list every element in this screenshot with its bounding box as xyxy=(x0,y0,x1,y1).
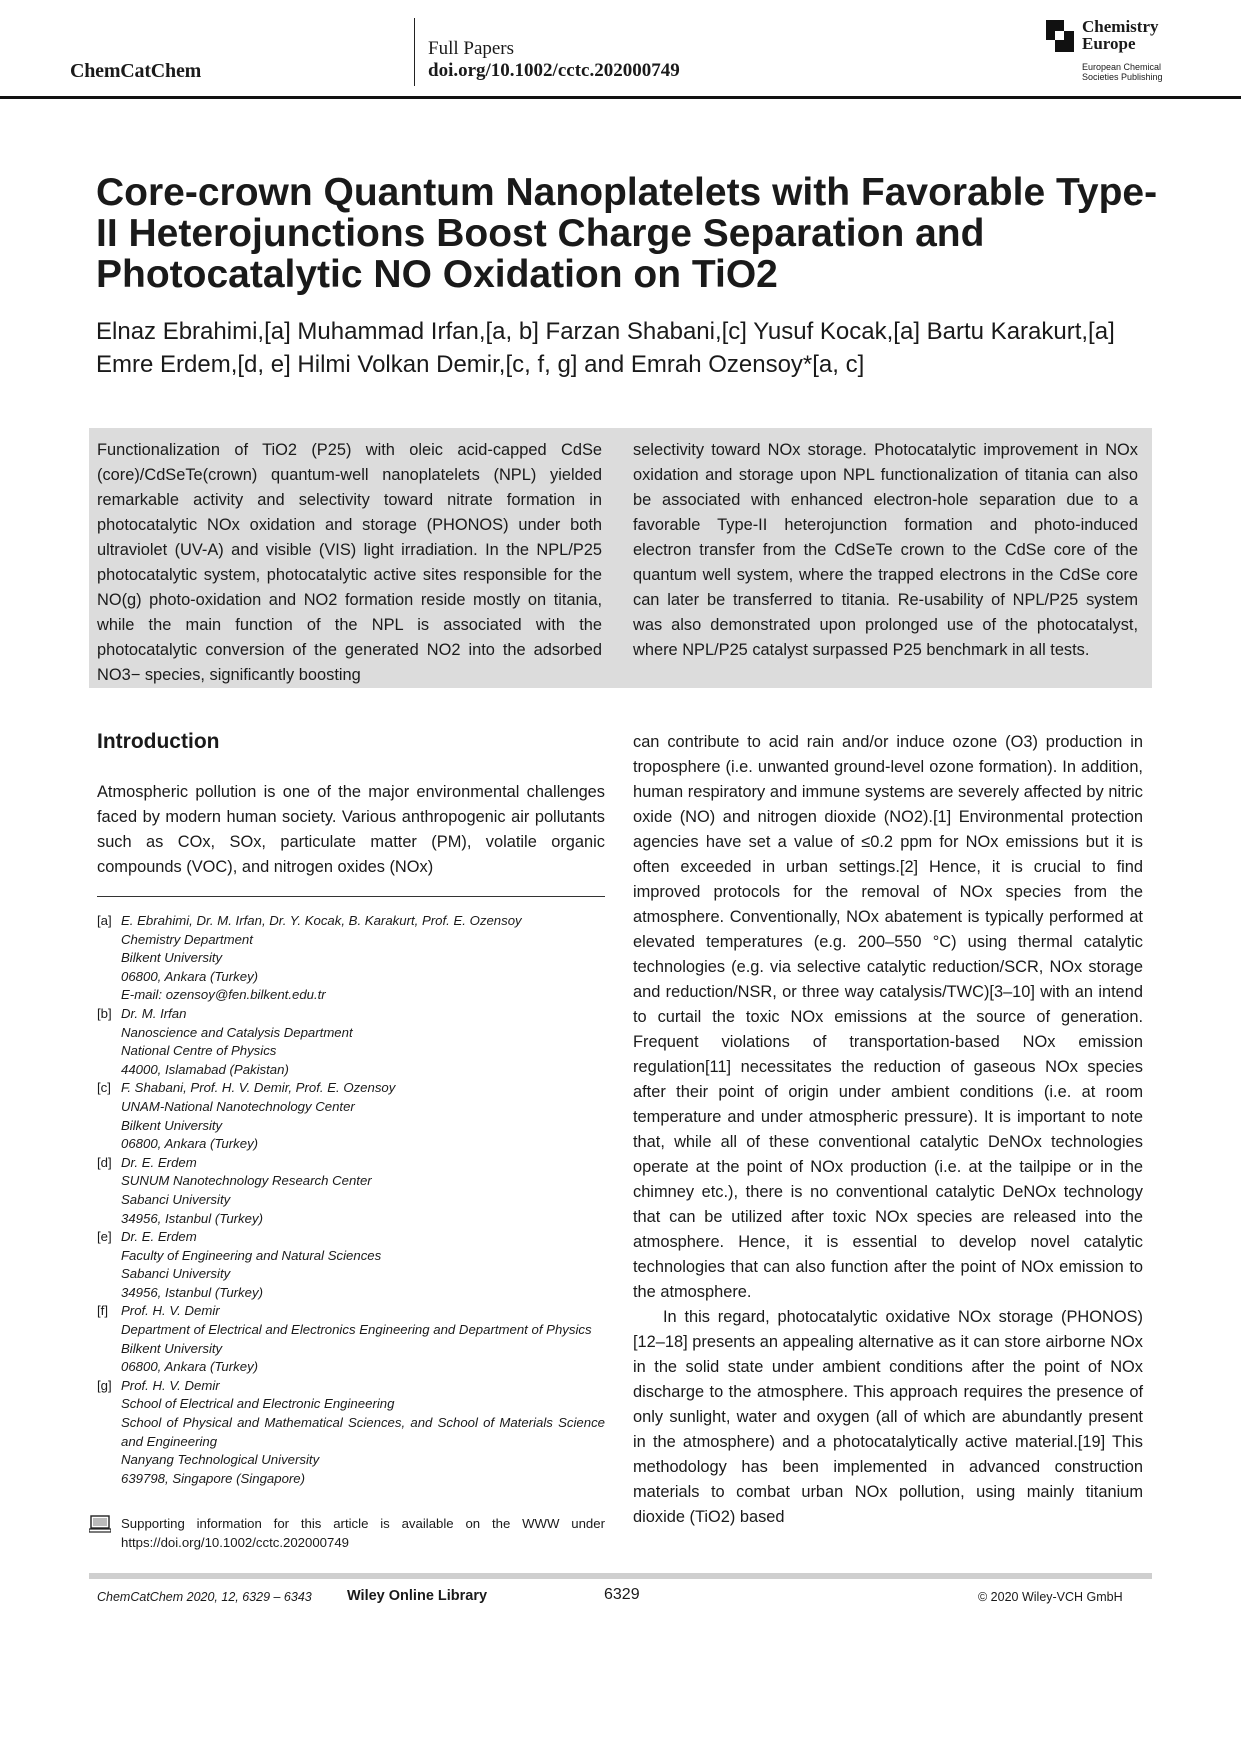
affiliation-c xyxy=(97,1079,605,1153)
affiliation-line: 06800, Ankara (Turkey) xyxy=(121,1359,259,1375)
affiliation-line: F. Shabani, Prof. H. V. Demir, Prof. E. Ozensoy xyxy=(121,1080,396,1096)
affiliation-tag: [c] xyxy=(97,1080,111,1096)
intro-right-column xyxy=(633,730,1143,1530)
section-label: Full Papers xyxy=(428,38,515,59)
affiliation-line: Bilkent University xyxy=(121,950,223,966)
affiliation-line: UNAM-National Nanotechnology Center xyxy=(121,1098,355,1114)
affiliation-line: School of Electrical and Electronic Engineering xyxy=(121,1396,395,1412)
page-number: 6329 xyxy=(604,1586,640,1603)
supporting-info-text[interactable]: Supporting information for this article is available on the WWW under https://doi.org/10.1002/cctc.202000749 xyxy=(121,1516,605,1550)
affiliation-line: 639798, Singapore (Singapore) xyxy=(121,1470,306,1486)
footer-citation: ChemCatChem 2020, 12, 6329 – 6343 xyxy=(97,1590,312,1604)
affiliation-line: 06800, Ankara (Turkey) xyxy=(121,968,259,984)
affiliation-line: National Centre of Physics xyxy=(121,1043,277,1059)
affiliation-line: Bilkent University xyxy=(121,1117,223,1133)
doi-link[interactable]: doi.org/10.1002/cctc.202000749 xyxy=(428,60,680,81)
affiliation-line: Chemistry Department xyxy=(121,931,253,947)
affiliation-line: SUNUM Nanotechnology Research Center xyxy=(121,1173,372,1189)
affiliation-line: Nanyang Technological University xyxy=(121,1452,320,1468)
intro-left-paragraph: Atmospheric pollution is one of the major environmental challenges faced by modern human society. Various anthropogenic air pollutants such as COx, SOx, particulate matter (PM), volatile organic compounds (VOC), and nitrogen oxides (NOx) xyxy=(97,783,605,876)
journal-name: ChemCatChem xyxy=(70,60,202,82)
affiliation-tag: [d] xyxy=(97,1154,112,1170)
publisher-subtitle-line1: European Chemical xyxy=(1082,62,1162,72)
footer-copyright: © 2020 Wiley-VCH GmbH xyxy=(978,1590,1123,1604)
affiliation-line: 34956, Istanbul (Turkey) xyxy=(121,1284,263,1300)
affiliation-line: Dr. M. Irfan xyxy=(121,1005,187,1021)
publisher-name-line2: Europe xyxy=(1082,34,1136,53)
affiliation-line: Department of Electrical and Electronics Engineering and Department of Physics xyxy=(121,1322,592,1338)
footer-rule xyxy=(89,1573,1152,1579)
author-list: Elnaz Ebrahimi,[a] Muhammad Irfan,[a, b] Farzan Shabani,[c] Yusuf Kocak,[a] Bartu Karakurt,[a] Emre Erdem,[d, e] Hilmi Volkan Demir,[c, f, g] and Emrah Ozensoy*[a, c] xyxy=(96,318,1115,378)
affiliation-line: 44000, Islamabad (Pakistan) xyxy=(121,1061,289,1077)
affiliation-a xyxy=(97,912,605,1005)
affiliation-f xyxy=(97,1302,605,1376)
affiliation-line: Dr. E. Erdem xyxy=(121,1154,197,1170)
intro-right-paragraph-1: can contribute to acid rain and/or induce ozone (O3) production in troposphere (i.e. unwanted ground-level ozone formation). In addition, human respiratory and immune systems are severely affected by nitric oxide (NO) and nitrogen dioxide (NO2).[1] Environmental protection agencies have set a value of ≤0.2 ppm for NOx emissions but it is often exceeded in urban settings.[2] Hence, it is crucial to find improved protocols for the removal of NOx species from the atmosphere. Conventionally, NOx abatement is typically performed at elevated temperatures (e.g. 200–550 °C) using thermal catalytic technologies (e.g. via selective catalytic reduction/SCR, NOx storage and reduction/NSR, or three way catalysis/TWC)[3–10] with an intend to curtail the toxic NOx emissions at the source of generation. Frequent violations of transportation-based NOx emission regulation[11] necessitates the reduction of gaseous NOx species after their point of origin under ambient conditions (i.e. at room temperature and under atmospheric pressure). It is important to note that, while all of these conventional catalytic DeNOx technologies operate at the point of NOx production (i.e. at the tailpipe or in the chimney etc.), there is no conventional catalytic DeNOx technology that can be utilized after toxic NOx species are released into the atmosphere. Hence, it is essential to develop novel catalytic technologies that can also function after the point of NOx emission to the atmosphere. xyxy=(633,733,1143,1301)
affiliation-tag: [e] xyxy=(97,1229,112,1245)
abstract-right-column: selectivity toward NOx storage. Photocatalytic improvement in NOx oxidation and storage upon NPL functionalization of titania can also be associated with enhanced electron-hole separation due to a favorable Type-II heterojunction formation and photo-induced electron transfer from the CdSeTe crown to the CdSe core of the quantum well system, where the trapped electrons in the CdSe core can later be transferred to titania. Re-usability of NPL/P25 system was also demonstrated upon prolonged use of the photocatalyst, where NPL/P25 catalyst surpassed P25 benchmark in all tests. xyxy=(633,441,1138,659)
header-rule xyxy=(0,96,1241,99)
publisher-subtitle-line2: Societies Publishing xyxy=(1082,72,1163,82)
chemistry-europe-logo-icon xyxy=(1046,20,1074,52)
affiliation-b xyxy=(97,1005,605,1079)
wiley-online-library-link[interactable]: Wiley Online Library xyxy=(347,1588,488,1604)
affiliation-line: Dr. E. Erdem xyxy=(121,1229,197,1245)
footnote-divider xyxy=(97,896,605,897)
affiliation-line: Nanoscience and Catalysis Department xyxy=(121,1024,353,1040)
affiliation-line: E. Ebrahimi, Dr. M. Irfan, Dr. Y. Kocak, B. Karakurt, Prof. E. Ozensoy xyxy=(121,913,522,928)
header-divider xyxy=(414,18,415,86)
computer-icon xyxy=(89,1515,111,1533)
affiliation-d xyxy=(97,1154,605,1228)
affiliation-list xyxy=(97,912,605,1488)
abstract-box xyxy=(89,428,1152,688)
affiliation-line: Sabanci University xyxy=(121,1266,231,1282)
affiliation-e xyxy=(97,1228,605,1302)
affiliation-line: Faculty of Engineering and Natural Sciences xyxy=(121,1247,382,1263)
affiliation-line: 34956, Istanbul (Turkey) xyxy=(121,1210,263,1226)
article-title xyxy=(96,172,1166,295)
abstract-left-column: Functionalization of TiO2 (P25) with oleic acid-capped CdSe (core)/CdSeTe(crown) quantum-well nanoplatelets (NPL) yielded remarkable activity and selectivity toward nitrate formation in photocatalytic NOx oxidation and storage (PHONOS) under both ultraviolet (UV-A) and visible (VIS) light irradiation. In the NPL/P25 photocatalytic system, photocatalytic active sites responsible for the NO(g) photo-oxidation and NO2 formation reside mostly on titania, while the main function of the NPL is associated with the photocatalytic conversion of the generated NO2 into the adsorbed NO3− species, significantly boosting xyxy=(97,441,602,684)
supporting-info-note xyxy=(89,1515,605,1552)
affiliation-g xyxy=(97,1377,605,1489)
affiliation-line: Prof. H. V. Demir xyxy=(121,1303,220,1319)
section-heading-introduction: Introduction xyxy=(97,730,220,753)
article-title-text: Core-crown Quantum Nanoplatelets with Favorable Type-II Heterojunctions Boost Charge Separation and Photocatalytic NO Oxidation on TiO2 xyxy=(96,171,1158,296)
intro-right-paragraph-2: In this regard, photocatalytic oxidative NOx storage (PHONOS)[12–18] presents an appealing alternative as it can store airborne NOx in the solid state under ambient conditions after the point of NOx discharge to the atmosphere. This approach requires the presence of only sunlight, water and oxygen (all of which are abundantly present in the atmosphere) and a photocatalytically active material.[19] This methodology has been implemented in advanced construction materials to combat urban NOx pollution, using mainly titanium dioxide (TiO2) based xyxy=(633,1308,1143,1526)
affiliation-line: Prof. H. V. Demir xyxy=(121,1377,220,1393)
affiliation-tag: [a] xyxy=(97,913,112,928)
affiliation-line: School of Physical and Mathematical Sciences, and School of Materials Science and Engineering xyxy=(121,1415,605,1449)
publisher-name-line1: Chemistry xyxy=(1082,17,1159,36)
affiliation-email[interactable]: E-mail: ozensoy@fen.bilkent.edu.tr xyxy=(121,987,326,1003)
affiliation-line: Sabanci University xyxy=(121,1191,231,1207)
affiliation-line: Bilkent University xyxy=(121,1340,223,1356)
affiliation-tag: [g] xyxy=(97,1377,112,1393)
affiliation-tag: [f] xyxy=(97,1303,108,1319)
affiliation-line: 06800, Ankara (Turkey) xyxy=(121,1136,259,1152)
affiliation-tag: [b] xyxy=(97,1005,112,1021)
